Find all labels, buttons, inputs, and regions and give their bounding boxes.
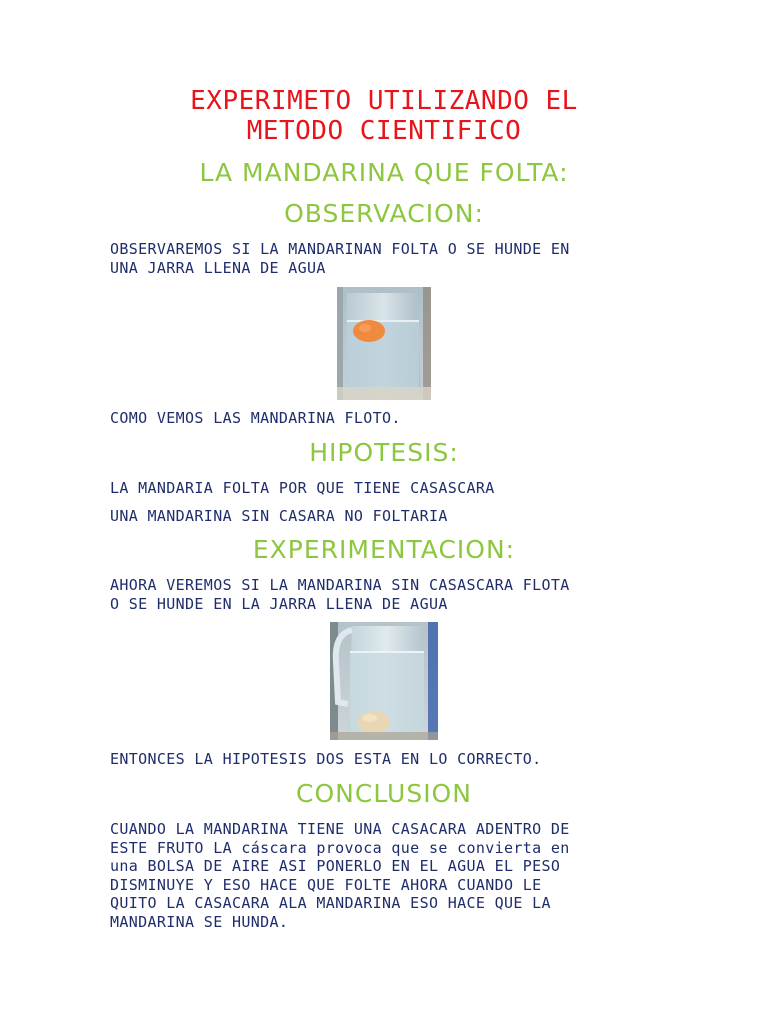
experimentacion-heading: EXPERIMENTACION: xyxy=(252,535,516,564)
hipotesis-heading: HIPOTESIS: xyxy=(309,438,459,467)
conclusion-text-line-5: QUITO LA CASACARA ALA MANDARINA ESO HACE QUE LA xyxy=(110,894,551,912)
experimentacion-text-line-2: O SE HUNDE EN LA JARRA LLENA DE AGUA xyxy=(110,595,448,613)
conclusion-text-line-2: ESTE FRUTO LA cáscara provoca que se convierta en xyxy=(110,838,570,857)
conclusion-heading: CONCLUSION xyxy=(296,779,472,808)
document-title-line-1: EXPERIMETO UTILIZANDO EL xyxy=(190,86,578,116)
observacion-caption: COMO VEMOS LAS MANDARINA FLOTO. xyxy=(110,409,401,427)
conclusion-text-line-4: DISMINUYE Y ESO HACE QUE FOLTE AHORA CUANDO LE xyxy=(110,875,542,894)
document-subtitle: LA MANDARINA QUE FOLTA: xyxy=(199,158,569,187)
floating-mandarin-photo xyxy=(337,287,431,400)
experimentacion-text-line-1: AHORA VEREMOS SI LA MANDARINA SIN CASASCARA FLOTA xyxy=(110,576,570,594)
conclusion-text-line-6: MANDARINA SE HUNDA. xyxy=(110,912,289,931)
observacion-text-line-1: OBSERVAREMOS SI LA MANDARINAN FOLTA O SE HUNDE EN xyxy=(110,240,570,258)
conclusion-text-line-1: CUANDO LA MANDARINA TIENE UNA CASACARA ADENTRO DE xyxy=(110,820,570,838)
experimentacion-caption: ENTONCES LA HIPOTESIS DOS ESTA EN LO CORRECTO. xyxy=(110,750,542,768)
observacion-heading: OBSERVACION: xyxy=(284,199,484,228)
sunken-mandarin-photo xyxy=(330,622,438,740)
document-title-line-2: METODO CIENTIFICO xyxy=(246,116,522,146)
observacion-text-line-2: UNA JARRA LLENA DE AGUA xyxy=(110,259,326,277)
hipotesis-text-line-2: UNA MANDARINA SIN CASARA NO FOLTARIA xyxy=(110,507,448,525)
conclusion-text-line-3: una BOLSA DE AIRE ASI PONERLO EN EL AGUA EL PESO xyxy=(110,857,561,875)
hipotesis-text-line-1: LA MANDARIA FOLTA POR QUE TIENE CASASCARA xyxy=(110,479,495,497)
